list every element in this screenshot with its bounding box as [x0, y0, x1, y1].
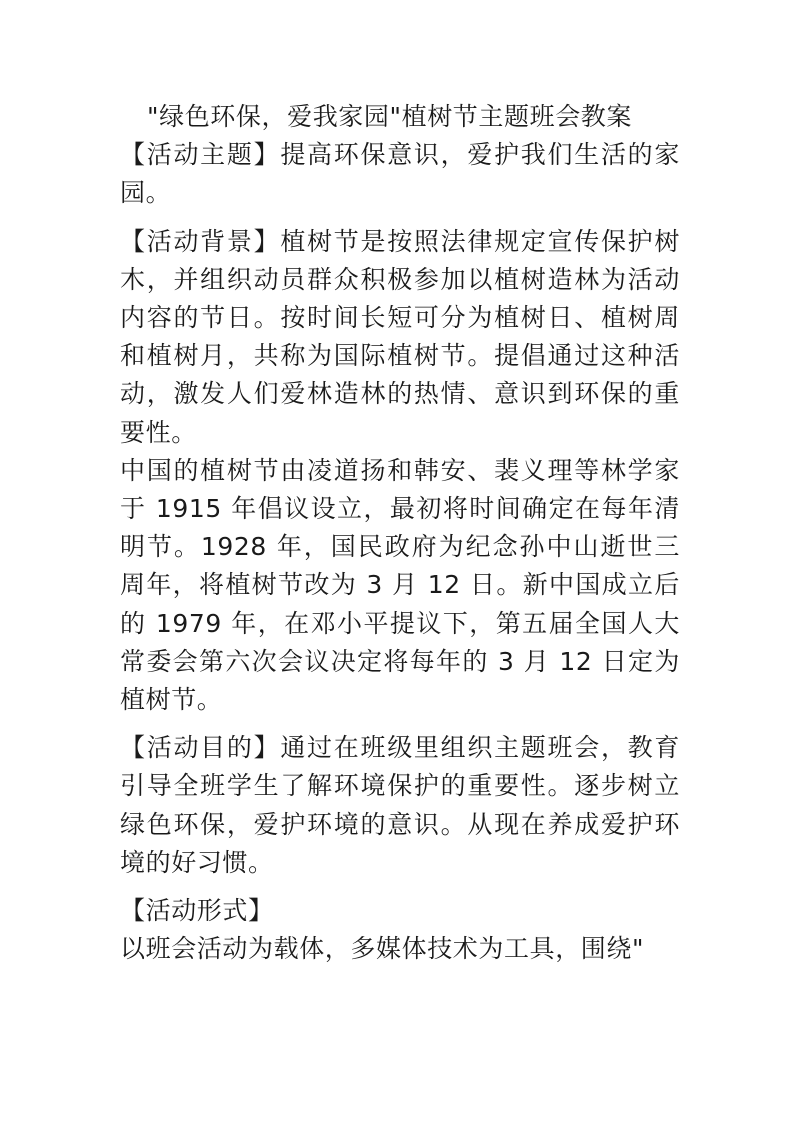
paragraph-activity-purpose: 【活动目的】通过在班级里组织主题班会，教育引导全班学生了解环境保护的重要性。逐步树立绿色环保，爱护环境的意识。从现在养成爱护环境的好习惯。: [120, 733, 680, 877]
paragraph-activity-theme: 【活动主题】提高环保意识，爱护我们生活的家园。: [120, 140, 680, 208]
paragraph-activity-background: 【活动背景】植树节是按照法律规定宣传保护树木，并组织动员群众积极参加以植树造林为活动内容的节日。按时间长短可分为植树日、植树周和植树月，共称为国际植树节。提倡通过这种活动，激发人们爱林造林的热情、意识到环保的重要性。: [120, 226, 680, 447]
paragraph-arbor-day-history: 中国的植树节由凌道扬和韩安、裴义理等林学家于 1915 年倡议设立，最初将时间确定在每年清明节。1928 年，国民政府为纪念孙中山逝世三周年，将植树节改为 3 月 12 日。新中国成立后的 1979 年，在邓小平提议下，第五届全国人大常委会第六次会议决定将每年的 3 月 12 日定为植树节。: [120, 455, 680, 715]
paragraph-activity-form-text: 以班会活动为载体，多媒体技术为工具，围绕": [120, 934, 645, 964]
paragraph-activity-form-heading: 【活动形式】: [120, 896, 274, 926]
document-title: "绿色环保，爱我家园"植树节主题班会教案: [147, 102, 632, 131]
document-body: [120, 98, 680, 968]
